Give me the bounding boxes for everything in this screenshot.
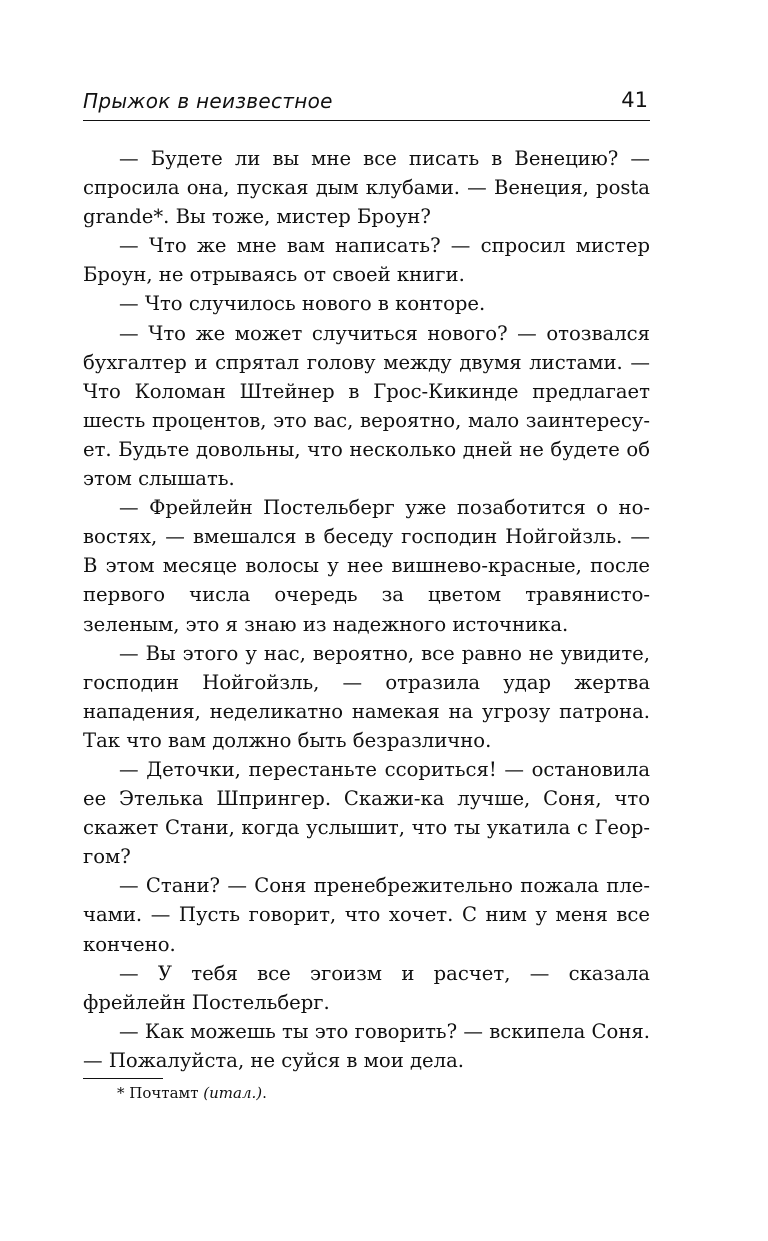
paragraph: — Что же мне вам написать? — спросил мистер Броун, не отрываясь от своей книги. <box>83 234 650 287</box>
paragraph: — Что же может случиться нового? — отозвался бухгалтер и спрятал голову между двумя листами. — Что Коломан Штейнер в Грос-Кикинде предлагает шесть процентов, это вас, вероятно, мало заинтересует. Будьте довольны, что несколько дней не будете об этом слышать. <box>83 321 650 491</box>
running-title: Прыжок в неизвестное <box>83 89 333 113</box>
footnote-end: . <box>262 1084 267 1102</box>
footnote-rule <box>83 1078 163 1079</box>
paragraph: — У тебя все эгоизм и расчет, — сказала фрейлейн Постельберг. <box>83 961 650 1014</box>
paragraph: — Стани? — Соня пренебрежительно пожала плечами. — Пусть говорит, что хочет. С ним у меня все кончено. <box>83 874 650 956</box>
body-text <box>83 144 650 1075</box>
paragraph: — Вы этого у нас, вероятно, все равно не увидите, господин Нойгойзль, — отразила удар жертва нападения, неделикатно намекая на угрозу патрона. Так что вам должно быть безразлично. <box>83 641 650 752</box>
paragraph: — Будете ли вы мне все писать в Венецию? — спросила она, пуская дым клубами. — Венеция, posta grande*. Вы тоже, мистер Броун? <box>83 147 650 229</box>
paragraph: — Что случилось нового в конторе. <box>119 292 486 316</box>
page-number: 41 <box>621 88 648 112</box>
running-header <box>83 86 650 121</box>
paragraph: — Деточки, перестаньте ссориться! — остановила ее Этелька Шпрингер. Скажи-ка лучше, Соня, что скажет Стани, когда услышит, что ты укатила с Георгом? <box>83 757 650 869</box>
footnote-text: * Почтамт <box>117 1084 204 1102</box>
footnote <box>117 1083 267 1103</box>
paragraph: — Фрейлейн Постельберг уже позаботится о новостях, — вмешался в беседу господин Нойгойзль. — В этом месяце волосы у нее вишнево-красные, после первого числа очередь за цветом травянисто-зеленым, это я знаю из надежного источника. <box>83 496 650 636</box>
paragraph: — Как можешь ты это говорить? — вскипела Соня. — Пожалуйста, не суйся в мои дела. <box>83 1019 650 1072</box>
footnote-italic: (итал.) <box>203 1084 263 1102</box>
